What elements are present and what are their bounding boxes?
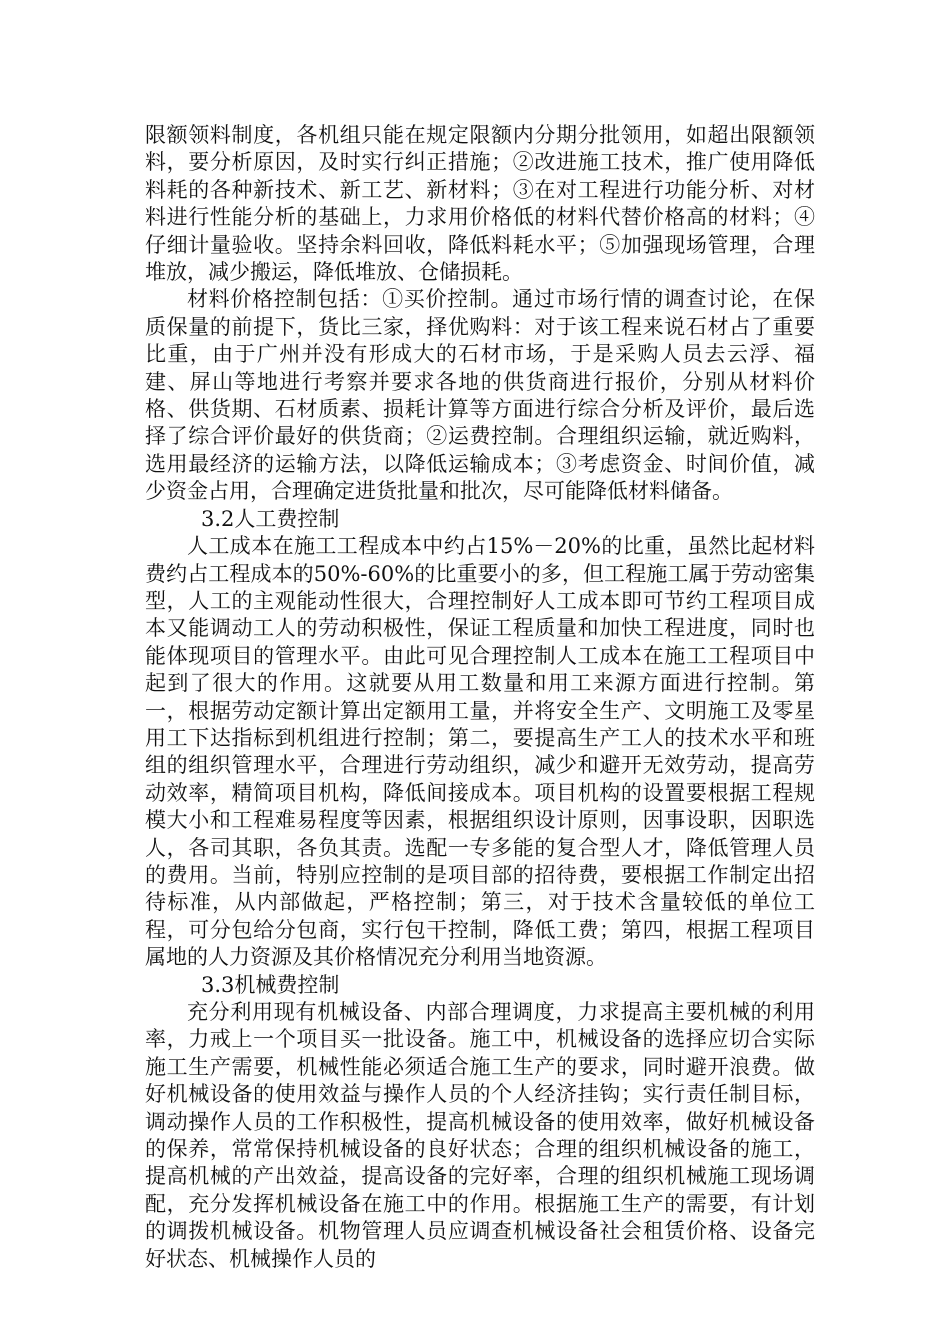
paragraph-labor-cost: 人工成本在施工工程成本中约占15%－20%的比重，虽然比起材料费约占工程成本的50%-60%的比重要小的多，但工程施工属于劳动密集型，人工的主观能动性很大，合理控制好人工成本即可节约工程项目成本又能调动工人的劳动积极性，保证工程质量和加快工程进度，同时也能体现项目的管理水平。由此可见合理控制人工成本在施工工程项目中起到了很大的作用。这就要从用工数量和用工来源方面进行控制。第一，根据劳动定额计算出定额用工量，并将安全生产、文明施工及零星用工下达指标到机组进行控制；第二，要提高生产工人的技术水平和班组的组织管理水平，合理进行劳动组织，减少和避开无效劳动，提高劳动效率，精简项目机构，降低间接成本。项目机构的设置要根据工程规模大小和工程难易程度等因素，根据组织设计原则，因事设职，因职选人，各司其职，各负其责。选配一专多能的复合型人才，降低管理人员的费用。当前，特别应控制的是项目部的招待费，要根据工作制定出招待标准，从内部做起，严格控制；第三，对于技术含量较低的单位工程，可分包给分包商，实行包干控制，降低工费；第四，根据工程项目属地的人力资源及其价格情况充分利用当地资源。 [145,534,815,970]
paragraph-machinery-cost: 充分利用现有机械设备、内部合理调度，力求提高主要机械的利用率，力戒上一个项目买一批设备。施工中，机械设备的选择应切合实际施工生产需要，机械性能必须适合施工生产的要求，同时避开浪费。做好机械设备的使用效益与操作人员的个人经济挂钩；实行责任制目标，调动操作人员的工作积极性，提高机械设备的使用效率，做好机械设备的保养，常常保持机械设备的良好状态；合理的组织机械设备的施工，提高机械的产出效益，提高设备的完好率，合理的组织机械施工现场调配，充分发挥机械设备在施工中的作用。根据施工生产的需要，有计划的调拨机械设备。机物管理人员应调查机械设备社会租赁价格、设备完好状态、机械操作人员的 [145,1000,815,1271]
section-heading-labor-cost: 3.2人工费控制 [201,506,340,531]
section-heading-machinery-cost: 3.3机械费控制 [201,972,340,997]
document-body [145,122,815,1273]
paragraph-material-price: 材料价格控制包括：①买价控制。通过市场行情的调查讨论，在保质保量的前提下，货比三家，择优购料：对于该工程来说石材占了重要比重，由于广州并没有形成大的石材市场，于是采购人员去云浮、福建、屏山等地进行考察并要求各地的供货商进行报价，分别从材料价格、供货期、石材质素、损耗计算等方面进行综合分析及评价，最后选择了综合评价最好的供货商；②运费控制。合理组织运输，就近购料，选用最经济的运输方法，以降低运输成本；③考虑资金、时间价值，减少资金占用，合理确定进货批量和批次，尽可能降低材料储备。 [145,287,815,504]
paragraph-material-quota: 限额领料制度，各机组只能在规定限额内分期分批领用，如超出限额领料，要分析原因，及时实行纠正措施；②改进施工技术，推广使用降低料耗的各种新技术、新工艺、新材料；③在对工程进行功能分析、对材料进行性能分析的基础上，力求用价格低的材料代替价格高的材料；④仔细计量验收。坚持余料回收，降低料耗水平；⑤加强现场管理，合理堆放，减少搬运，降低堆放、仓储损耗。 [145,123,815,285]
